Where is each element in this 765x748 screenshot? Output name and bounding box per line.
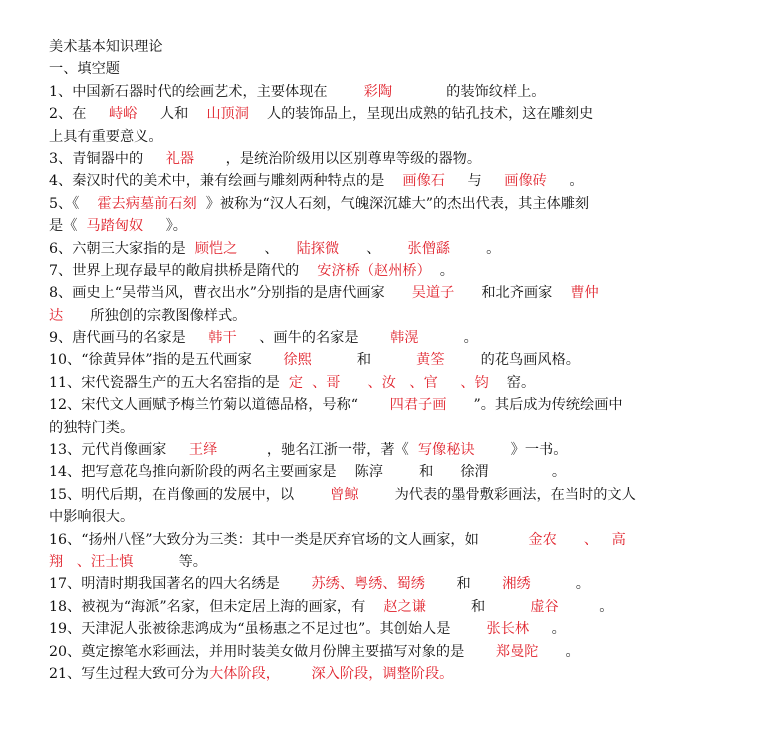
answer-text: 王绎 [188, 442, 218, 459]
answer-text: 徐熙 [283, 352, 312, 369]
question-text: 和北齐画家 [454, 285, 571, 302]
question-text: 13、元代肖像画家 [49, 442, 189, 459]
question-line [49, 372, 719, 394]
question-text: 的独特门类。 [49, 419, 135, 436]
question-text: 。 [558, 598, 614, 615]
section-heading: 一、填空题 [49, 61, 120, 78]
question-text: ，驰名江浙一带，著《 [217, 442, 418, 459]
question-text: 所独创的宗教图像样式。 [63, 307, 247, 324]
question-text: 11、宋代瓷器生产的五大名窑指的是 [49, 374, 289, 391]
question-text: 19、天津泥人张被徐悲鸿成为“虽杨惠之不足过也”。其创始人是 [49, 621, 487, 638]
document [49, 36, 719, 685]
answer-text: 顾恺之 [194, 240, 238, 257]
question-line [49, 484, 719, 506]
question-text: 等。 [133, 553, 207, 570]
question-list [49, 81, 719, 686]
question-text: 20、奠定擦笔水彩画法，并用时装美女做月份牌主要描写对象的是 [49, 643, 496, 660]
answer-text: 大体阶段， 深入阶段，调整阶段。 [208, 665, 454, 682]
question-text: 4、秦汉时代的美术中，兼有绘画与雕刻两种特点的是 [49, 173, 403, 190]
answer-text: 彩陶 [363, 83, 393, 100]
answer-text: 曾鲸 [330, 486, 359, 503]
answer-text: 张长林 [486, 621, 530, 638]
answer-text: 韩滉 [390, 330, 419, 347]
question-text: 。 [546, 173, 584, 190]
question-text: 2、在 [49, 106, 109, 123]
question-text: 8、画史上“吴带当风，曹衣出水”分别指的是唐代画家 [49, 285, 412, 302]
answer-text: 写像秘诀 [417, 442, 475, 459]
question-text: 。 [530, 576, 590, 593]
answer-text: 陆探微 [296, 240, 340, 257]
answer-text: 山顶洞 [206, 106, 249, 123]
answer-text: 安济桥（赵州桥） [317, 262, 431, 279]
answer-text: 霍去病墓前石刻 [97, 195, 197, 212]
question-text: ”。其后成为传统绘画中 [446, 397, 623, 414]
question-line [49, 394, 719, 416]
question-text: 1、中国新石器时代的绘画艺术，主要体现在 [49, 83, 364, 100]
question-text: 16、“扬州八怪”大致分为三类：其中一类是厌弃官场的文人画家，如 [49, 531, 529, 548]
question-text [557, 532, 584, 548]
question-text: ，是统治阶级用以区别尊卑等级的器物。 [194, 150, 482, 167]
question-text: 和 [425, 598, 531, 615]
question-text: 3、青铜器中的 [49, 150, 166, 167]
question-line [49, 193, 719, 215]
question-line [49, 238, 719, 260]
question-text: 18、被视为“海派”名家，但未定居上海的画家，有 [49, 598, 384, 615]
question-text: 的花鸟画风格。 [444, 352, 580, 369]
question-text: 》一书。 [474, 442, 568, 459]
question-line [49, 551, 719, 573]
doc-title: 美术基本知识理论 [49, 39, 163, 55]
question-line [49, 663, 719, 685]
question-line [49, 641, 719, 663]
question-line [49, 573, 719, 595]
question-line [49, 461, 719, 483]
answer-text: 湘绣 [502, 576, 531, 593]
answer-text: 定 、哥 、汝 、官 、钧 [288, 374, 489, 391]
answer-text: 曹仲 [570, 285, 599, 302]
question-text: 为代表的墨骨敷彩画法，在当时的文人 [358, 486, 636, 503]
question-line [49, 260, 719, 282]
question-text: 。 [538, 643, 580, 660]
question-text: 10、“徐黄异体”指的是五代画家 [49, 352, 284, 369]
question-line [49, 81, 719, 103]
question-text: 人和 [137, 106, 207, 123]
question-text: 。 [529, 621, 566, 638]
answer-text: 韩干 [208, 330, 237, 347]
question-text: 21、写生过程大致可分为 [49, 665, 209, 682]
answer-text: 苏绣、粤绣、蜀绣 [311, 576, 425, 593]
question-line [49, 170, 719, 192]
answer-text: 画像砖 [504, 173, 547, 190]
question-text: 9、唐代画马的名家是 [49, 330, 209, 347]
question-line [49, 596, 719, 618]
answer-text: 礼器 [165, 150, 195, 167]
question-text: 、画牛的名家是 [236, 330, 391, 347]
question-text: 14、把写意花鸟推向新阶段的两名主要画家是 陈淳 和 徐渭 。 [49, 464, 567, 481]
question-text: 的装饰纹样上。 [392, 83, 546, 100]
answer-text: 吴道子 [411, 285, 455, 302]
answer-text: 四君子画 [389, 397, 447, 414]
question-line [49, 349, 719, 371]
question-line [49, 126, 719, 148]
question-line [49, 215, 719, 237]
answer-text: 峙峪 [108, 106, 138, 123]
question-text: 是《 [49, 218, 87, 235]
question-line [49, 148, 719, 170]
answer-text: 翔 、汪士慎 [49, 553, 134, 570]
question-text: 与 [444, 173, 505, 190]
answer-text: 、 高 [583, 531, 626, 548]
question-text: 17、明清时期我国著名的四大名绣是 [49, 576, 312, 593]
question-line [49, 327, 719, 349]
answer-text: 画像石 [402, 173, 445, 190]
question-text: 、 [339, 240, 408, 257]
question-text: 》被称为“汉人石刻，气魄深沉雄大”的杰出代表，其主体雕刻 [196, 195, 590, 212]
question-line [49, 506, 719, 528]
question-line [49, 439, 719, 461]
question-text: 。 [430, 262, 454, 279]
question-line [49, 618, 719, 640]
question-text: 5、《 [49, 195, 98, 212]
question-text: 。 [450, 240, 501, 257]
answer-text: 赵之谦 [383, 598, 426, 615]
question-text: 15、明代后期，在肖像画的发展中，以 [49, 486, 331, 503]
question-line [49, 282, 719, 304]
answer-text: 张僧繇 [407, 240, 451, 257]
question-text: 》。 [143, 218, 187, 235]
question-text: 12、宋代文人画赋予梅兰竹菊以道德品格，号称“ [49, 397, 390, 414]
question-text: 上具有重要意义。 [49, 128, 163, 145]
answer-text: 虚谷 [530, 598, 559, 615]
question-line [49, 529, 719, 551]
question-text: 和 [311, 352, 417, 369]
question-text: 中影响很大。 [49, 509, 135, 526]
answer-text: 马踏匈奴 [86, 218, 144, 235]
question-text: 人的装饰品上，呈现出成熟的钻孔技术，这在雕刻史 [248, 106, 594, 123]
question-text: 6、六朝三大家指的是 [49, 240, 195, 257]
question-line [49, 103, 719, 125]
question-text: 、 [237, 240, 297, 257]
question-text: 和 [424, 576, 503, 593]
answer-text: 金农 [528, 531, 557, 548]
question-line [49, 305, 719, 327]
question-text: 窑。 [488, 374, 536, 391]
question-line [49, 417, 719, 439]
answer-text: 郑曼陀 [495, 643, 539, 660]
question-text: 。 [418, 330, 478, 347]
answer-text: 达 [49, 307, 64, 324]
answer-text: 黄筌 [416, 352, 445, 369]
question-text: 7、世界上现存最早的敞肩拱桥是隋代的 [49, 262, 318, 279]
